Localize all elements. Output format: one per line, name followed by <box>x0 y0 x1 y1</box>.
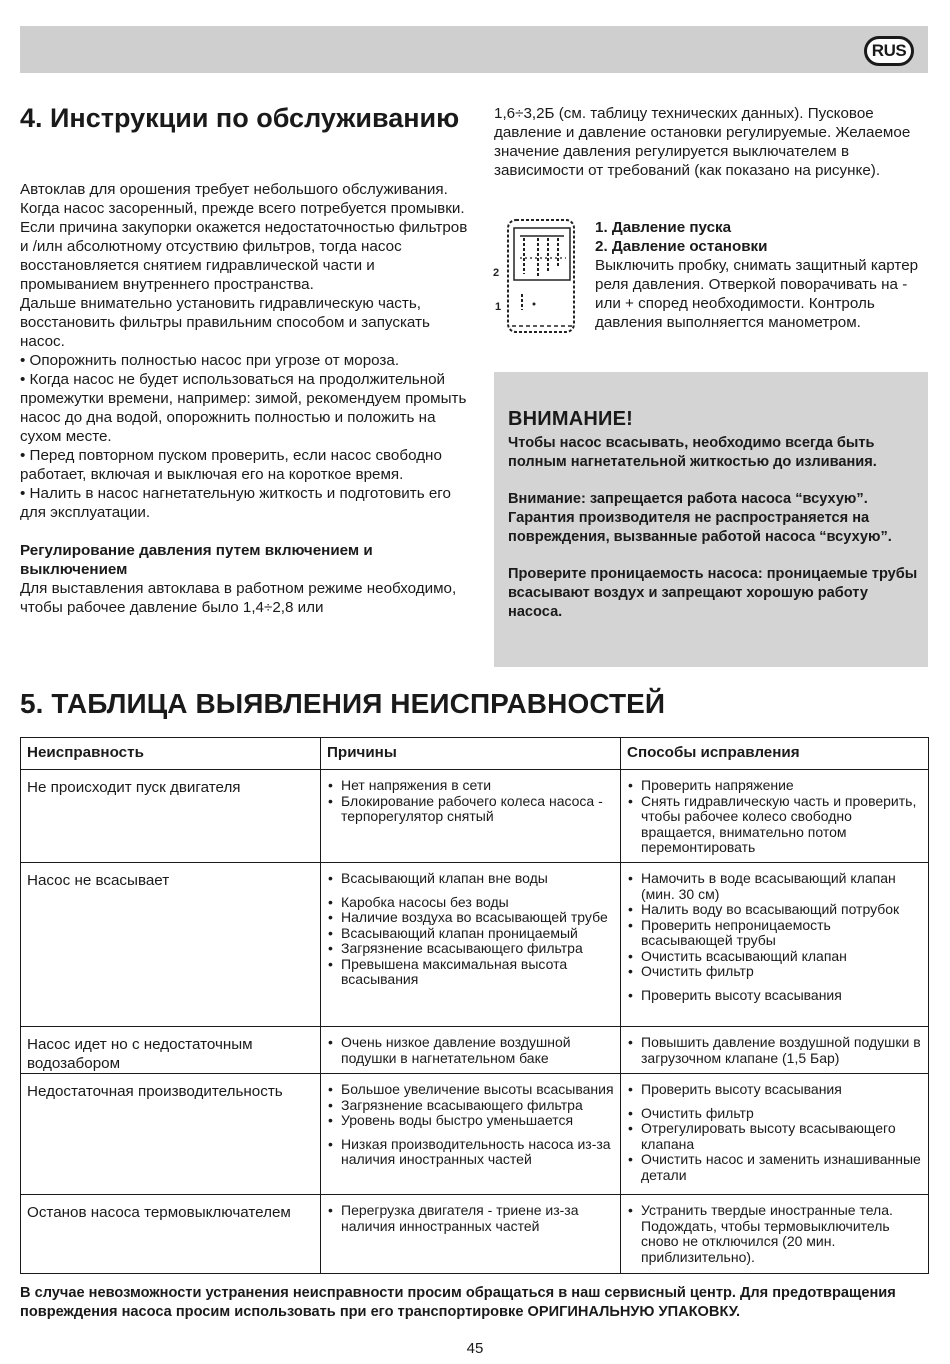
figure-legend <box>595 218 925 332</box>
maintenance-text <box>20 180 468 617</box>
remedy-item: • Очистить фильтр <box>627 964 922 980</box>
causes-cell <box>321 1195 621 1274</box>
legend-item-stop-pressure: 2. Давление остановки <box>595 238 768 255</box>
remedies-cell <box>621 863 929 1027</box>
remedy-item: • Проверить непроницаемость всасывающей трубы <box>627 918 922 949</box>
table-row <box>21 770 929 863</box>
fault-cell: Насос не всасывает <box>21 863 321 1027</box>
section-5-title: 5. ТАБЛИЦА ВЫЯВЛЕНИЯ НЕИСПРАВНОСТЕЙ <box>20 688 666 719</box>
remedy-item: • Очистить насос и заменить изнашиванные детали <box>627 1152 922 1183</box>
troubleshooting-table <box>20 737 929 1274</box>
cause-item: • Превышена максимальная высота всасывания <box>327 957 614 988</box>
remedy-item: • Снять гидравлическую часть и проверить, чтобы рабочее колесо свободно вращается, внимательно потом перемонтировать <box>627 794 922 856</box>
remedy-item: • Налить воду во всасывающий потрубок <box>627 902 922 918</box>
remedy-item: • Очистить всасывающий клапан <box>627 949 922 965</box>
legend-item-start-pressure: 1. Давление пуска <box>595 219 732 236</box>
remedy-item: • Очистить фильтр <box>627 1106 922 1122</box>
cause-item: • Уровень воды быстро уменьшается <box>327 1113 614 1129</box>
remedy-item: • Проверить высоту всасывания <box>627 988 922 1004</box>
bullet-paragraph: • Перед повторном пуском проверить, если насос свободно работает, включая и выключая его на короткое время. <box>20 447 442 483</box>
warning-body <box>508 434 918 622</box>
pressure-switch-figure <box>490 214 580 340</box>
header-fault: Неисправность <box>21 738 321 770</box>
header-causes: Причины <box>321 738 621 770</box>
language-badge: RUS <box>864 36 914 66</box>
bullet-paragraph: • Налить в насос нагнетательную житкость и подготовить его для эксплуатации. <box>20 485 451 521</box>
table-row <box>21 1074 929 1195</box>
fault-cell: Не происходит пуск двигателя <box>21 770 321 863</box>
cause-item: • Всасывающий клапан проницаемый <box>327 926 614 942</box>
warning-paragraph: Проверите проницаемость насоса: проницаемые трубы всасывают воздух и запрещают хорошую работу насоса. <box>508 566 918 620</box>
cause-item: • Блокирование рабочего колеса насоса - терпорегулятор снятый <box>327 794 614 825</box>
service-note: В случае невозможности устранения неисправности просим обращаться в наш сервисный центр. Для предотвращения повреждения насоса просим использовать при его транспортировке ОРИГИНАЛЬНУЮ УПАКОВКУ. <box>20 1285 896 1320</box>
pressure-text: Для выставления автоклава в работном режиме необходимо, чтобы рабочее давление было 1,4÷2,8 или <box>20 580 457 616</box>
cause-item: • Перегрузка двигателя - триене из-за наличия инностранных частей <box>327 1203 614 1234</box>
causes-cell <box>321 1074 621 1195</box>
fault-cell: Насос идет но с недостаточным водозабором <box>21 1027 321 1074</box>
cause-item: • Загрязнение всасывающего фильтра <box>327 941 614 957</box>
remedy-item: • Проверить высоту всасывания <box>627 1082 922 1098</box>
paragraph: Автоклав для орошения требует небольшого обслуживания. <box>20 181 448 198</box>
fault-cell: Недостаточная производительность <box>21 1074 321 1195</box>
cause-item: • Каробка насосы без воды <box>327 895 614 911</box>
pressure-text-continued: 1,6÷3,2Б (см. таблицу технических данных). Пусковое давление и давление остановки регулируемые. Желаемое значение давления регулируется выключателем в зависимости от требований (как показано на рисунке). <box>494 105 911 179</box>
paragraph: Дальше внимательно установить гидравлическую часть, восстановить фильтры правильним способом и запускать насос. <box>20 295 430 350</box>
remedy-item: • Отрегулировать высоту всасывающего клапана <box>627 1121 922 1152</box>
remedy-item: • Проверить напряжение <box>627 778 922 794</box>
table-row <box>21 1027 929 1074</box>
cause-item: • Наличие воздуха во всасывающей трубе <box>327 910 614 926</box>
remedies-cell <box>621 1195 929 1274</box>
remedy-item: • Устранить твердые иностранные тела. Подождать, чтобы термовыключитель сново не отключился (20 мин. приблизительно). <box>627 1203 922 1265</box>
figure-label-1: 1 <box>495 301 502 313</box>
causes-cell <box>321 863 621 1027</box>
warning-title: ВНИМАНИЕ! <box>508 408 633 430</box>
warning-box <box>494 372 928 667</box>
page-number: 45 <box>466 1340 484 1357</box>
table-row <box>21 1195 929 1274</box>
cause-item: • Всасывающий клапан вне воды <box>327 871 614 887</box>
table-row <box>21 863 929 1027</box>
warning-paragraph: Чтобы насос всасывать, необходимо всегда быть полным нагнетательной житкостью до изливания. <box>508 435 877 470</box>
causes-cell <box>321 1027 621 1074</box>
section-4-title: 4. Инструкции по обслуживанию <box>20 103 460 133</box>
warning-paragraph: Внимание: запрещается работа насоса “всухую”. Гарантия производителя не распространяется на повреждения, вызванные работой насоса “всухую”. <box>508 491 892 545</box>
cause-item: • Очень низкое давление воздушной подушки в нагнетательном баке <box>327 1035 614 1066</box>
causes-cell <box>321 770 621 863</box>
table-header-row <box>21 738 929 770</box>
pressure-subheading: Регулирование давления путем включением и выключением <box>20 542 373 578</box>
cause-item: • Нет напряжения в сети <box>327 778 614 794</box>
bullet-paragraph: • Когда насос не будет использоваться на продолжительной промежутки времени, например: зимой, рекомендуем промыть насос до дна водой, опорожнить полностью и положить на сухом месте. <box>20 371 467 445</box>
header-band <box>20 26 928 73</box>
bullet-paragraph: • Опорожнить полностью насос при угрозе от мороза. <box>20 352 400 369</box>
cause-item: • Низкая производительность насоса из-за наличия иностранных частей <box>327 1137 614 1168</box>
fault-cell: Останов насоса термовыключателем <box>21 1195 321 1274</box>
remedy-item: • Повышить давление воздушной подушки в загрузочном клапане (1,5 Бар) <box>627 1035 922 1066</box>
cause-item: • Загрязнение всасывающего фильтра <box>327 1098 614 1114</box>
remedies-cell <box>621 1074 929 1195</box>
remedies-cell <box>621 1027 929 1074</box>
figure-label-2: 2 <box>493 267 500 279</box>
cause-item: • Большое увеличение высоты всасывания <box>327 1082 614 1098</box>
header-remedies: Способы исправления <box>621 738 929 770</box>
figure-instructions: Выключить пробку, снимать защитный картер реля давления. Отверкой поворачивать на - или + според необходимости. Контроль давления выполняегтся манометром. <box>595 257 919 331</box>
remedy-item: • Намочить в воде всасывающий клапан (мин. 30 см) <box>627 871 922 902</box>
paragraph: Когда насос засоренный, прежде всего потребуется промывки. Если причина закупорки окажется недостаточностью фильтров и /илн абсолютному отсуствию фильтров, тогда насос восстановляется снятием гидравлической части и промыванием внутреннего пространства. <box>20 200 468 293</box>
remedies-cell <box>621 770 929 863</box>
